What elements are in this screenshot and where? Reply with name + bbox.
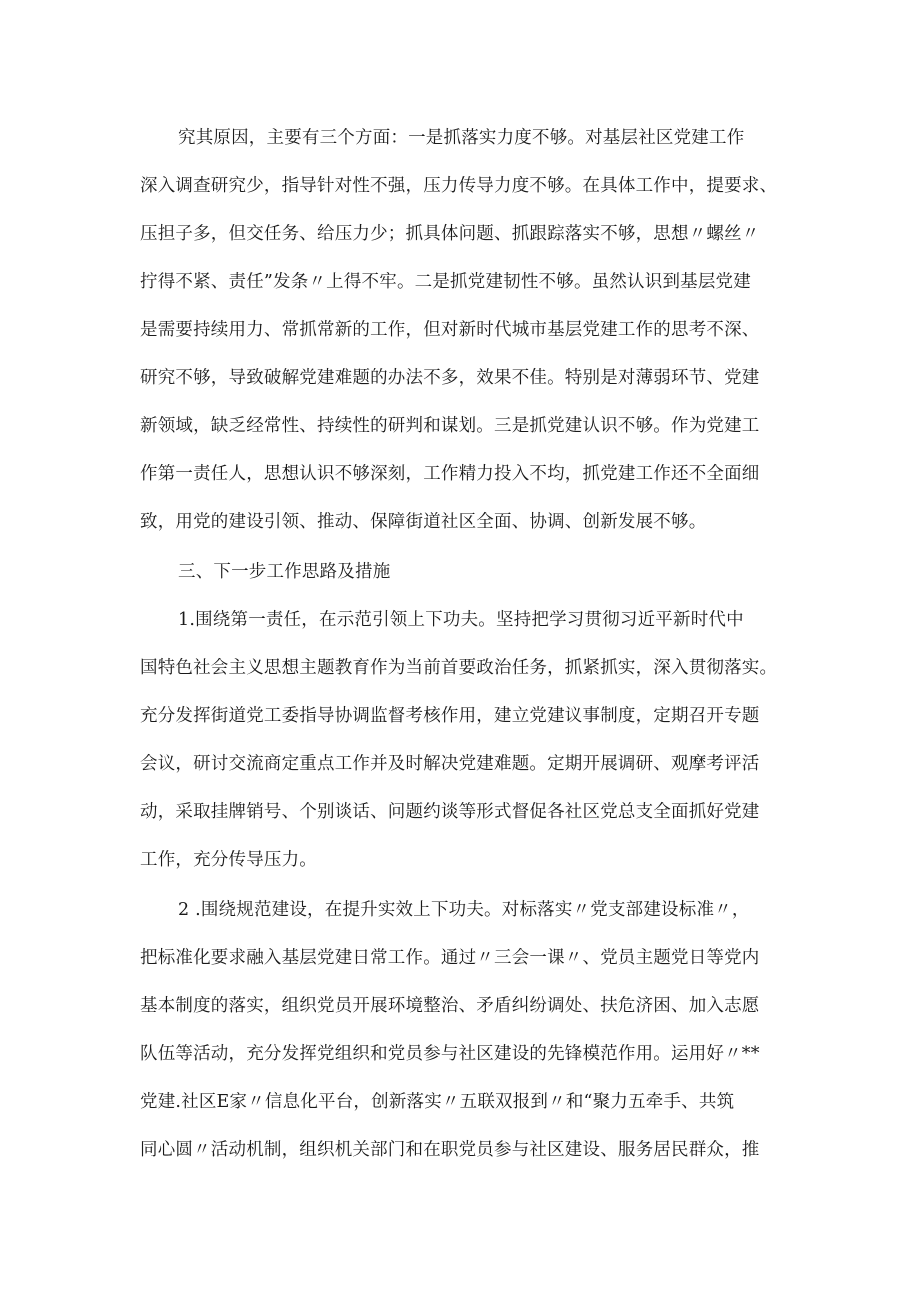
- paragraph-1-line-3: 压担子多，但交任务、给压力少；抓具体问题、抓跟踪落实不够，思想〃螺丝〃: [140, 224, 760, 244]
- paragraph-3-line-1: 2 .围绕规范建设，在提升实效上下功夫。对标落实〃党支部建设标准〃，: [178, 900, 750, 920]
- paragraph-1-line-1: 究其原因，主要有三个方面：一是抓落实力度不够。对基层社区党建工作: [178, 128, 745, 148]
- section-heading: 三、下一步工作思路及措施: [178, 562, 391, 582]
- paragraph-3-line-4: 队伍等活动，充分发挥党组织和党员参与社区建设的先锋模范作用。运用好〃**: [140, 1044, 760, 1064]
- paragraph-2-line-2: 国特色社会主义思想主题教育作为当前首要政治任务，抓紧抓实，深入贯彻落实。: [140, 658, 778, 678]
- paragraph-1-line-9: 致，用党的建设引领、推动、保障街道社区全面、协调、创新发展不够。: [140, 512, 707, 532]
- paragraph-1-line-8: 作第一责任人，思想认识不够深刻，工作精力投入不均，抓党建工作还不全面细: [140, 464, 760, 484]
- paragraph-1-line-5: 是需要持续用力、常抓常新的工作，但对新时代城市基层党建工作的思考不深、: [140, 320, 760, 340]
- paragraph-1-line-2: 深入调查研究少，指导针对性不强，压力传导力度不够。在具体工作中，提要求、: [140, 176, 778, 196]
- paragraph-1-line-6: 研究不够，导致破解党建难题的办法不多，效果不佳。特别是对薄弱环节、党建: [140, 368, 760, 388]
- paragraph-2-line-3: 充分发挥街道党工委指导协调监督考核作用，建立党建议事制度，定期召开专题: [140, 706, 760, 726]
- paragraph-1-line-7: 新领域，缺乏经常性、持续性的研判和谋划。三是抓党建认识不够。作为党建工: [140, 416, 760, 436]
- paragraph-3-line-3: 基本制度的落实，组织党员开展环境整治、矛盾纠纷调处、扶危济困、加入志愿: [140, 996, 760, 1016]
- paragraph-2-line-6: 工作，充分传导压力。: [140, 850, 317, 870]
- paragraph-3-line-6: 同心圆〃活动机制，组织机关部门和在职党员参与社区建设、服务居民群众，推: [140, 1140, 760, 1160]
- paragraph-1-line-4: 拧得不紧、责任”发条〃上得不牢。二是抓党建韧性不够。虽然认识到基层党建: [140, 272, 751, 292]
- paragraph-3-line-2: 把标准化要求融入基层党建日常工作。通过〃三会一课〃、党员主题党日等党内: [140, 948, 760, 968]
- paragraph-2-line-5: 动，采取挂牌销号、个别谈话、问题约谈等形式督促各社区党总支全面抓好党建: [140, 802, 760, 822]
- paragraph-3-line-5: 党建.社区E家〃信息化平台，创新落实〃五联双报到〃和“聚力五牵手、共筑: [140, 1092, 735, 1112]
- paragraph-2-line-4: 会议，研讨交流商定重点工作并及时解决党建难题。定期开展调研、观摩考评活: [140, 754, 760, 774]
- paragraph-2-line-1: 1.围绕第一责任，在示范引领上下功夫。坚持把学习贯彻习近平新时代中: [178, 610, 744, 630]
